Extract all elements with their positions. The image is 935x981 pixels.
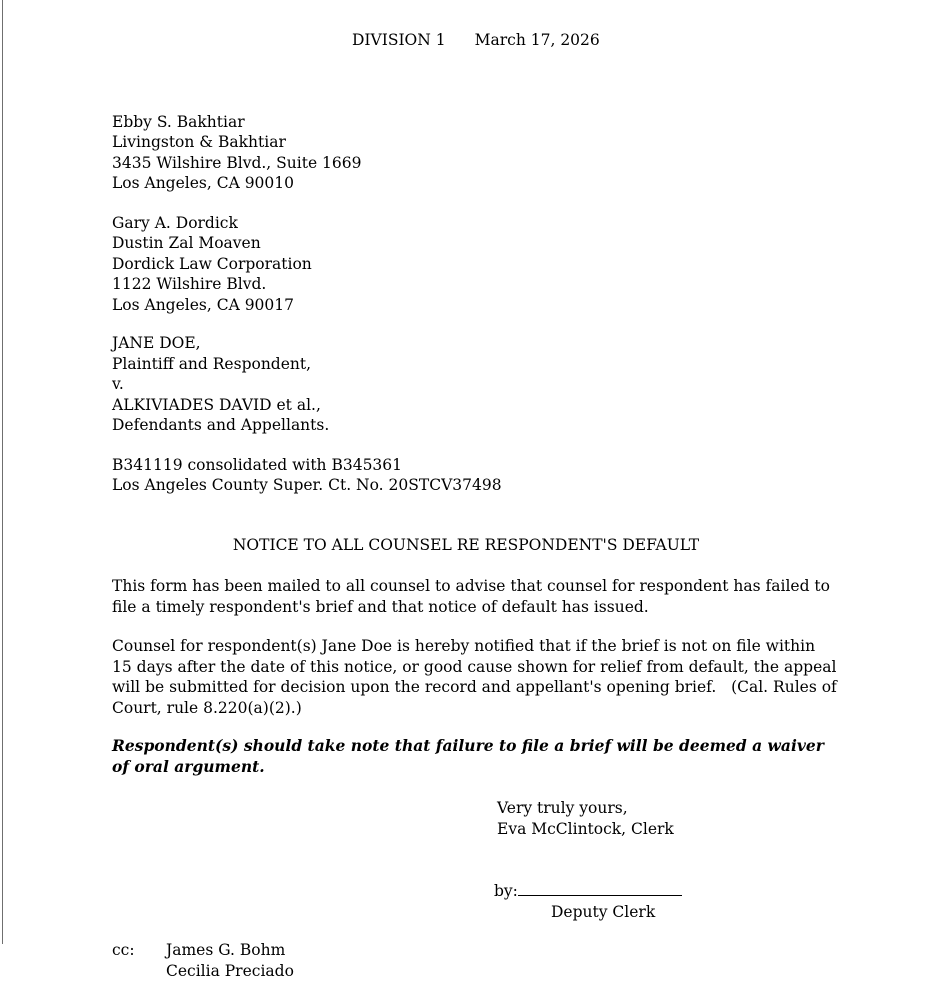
defendant-name: ALKIVIADES DAVID et al., xyxy=(112,395,820,416)
paragraph-line: of oral argument. xyxy=(112,757,820,778)
paragraph-line: This form has been mailed to all counsel to advise that counsel for respondent has failed to xyxy=(112,576,820,597)
recipient-address-block-2 xyxy=(112,213,820,316)
notice-date: March 17, 2026 xyxy=(475,31,600,49)
page-left-edge-line xyxy=(2,0,3,944)
paragraph-line: Court, rule 8.220(a)(2).) xyxy=(112,698,820,719)
appellate-case-number: B341119 consolidated with B345361 xyxy=(112,455,820,476)
paragraph-line: 15 days after the date of this notice, or good cause shown for relief from default, the appeal xyxy=(112,657,820,678)
recipient-address-block-1 xyxy=(112,112,820,194)
recipient-name: Dustin Zal Moaven xyxy=(112,233,820,254)
by-label: by: xyxy=(494,882,518,900)
cc-name: James G. Bohm xyxy=(166,940,294,961)
superior-court-case-number: Los Angeles County Super. Ct. No. 20STCV37498 xyxy=(112,475,820,496)
document-header xyxy=(112,9,820,71)
signature-closing: Very truly yours, xyxy=(497,798,820,819)
body-paragraph-2 xyxy=(112,636,820,718)
cc-name: Cecilia Preciado xyxy=(166,961,294,981)
notice-emphasis-paragraph xyxy=(112,736,820,777)
plaintiff-role: Plaintiff and Respondent, xyxy=(112,354,820,375)
cc-names xyxy=(166,940,294,981)
versus-label: v. xyxy=(112,374,820,395)
recipient-firm: Livingston & Bakhtiar xyxy=(112,132,820,153)
by-line xyxy=(494,881,820,902)
cc-block xyxy=(112,940,820,981)
deputy-signature-block xyxy=(494,881,820,922)
recipient-firm: Dordick Law Corporation xyxy=(112,254,820,275)
plaintiff-name: JANE DOE, xyxy=(112,333,820,354)
recipient-name: Gary A. Dordick xyxy=(112,213,820,234)
body-paragraph-1 xyxy=(112,576,820,617)
clerk-name: Eva McClintock, Clerk xyxy=(497,819,820,840)
cc-label: cc: xyxy=(112,940,166,981)
paragraph-line: Respondent(s) should take note that failure to file a brief will be deemed a waiver xyxy=(112,736,820,757)
signature-block xyxy=(497,798,820,839)
recipient-street: 3435 Wilshire Blvd., Suite 1669 xyxy=(112,153,820,174)
division-label: DIVISION 1 xyxy=(352,31,446,49)
deputy-clerk-label: Deputy Clerk xyxy=(551,902,820,923)
recipient-street: 1122 Wilshire Blvd. xyxy=(112,274,820,295)
recipient-city: Los Angeles, CA 90017 xyxy=(112,295,820,316)
case-numbers xyxy=(112,455,820,496)
paragraph-line: Counsel for respondent(s) Jane Doe is hereby notified that if the brief is not on file within xyxy=(112,636,820,657)
notice-title: NOTICE TO ALL COUNSEL RE RESPONDENT'S DEFAULT xyxy=(112,535,820,556)
case-caption xyxy=(112,333,820,436)
defendant-role: Defendants and Appellants. xyxy=(112,415,820,436)
paragraph-line: will be submitted for decision upon the record and appellant's opening brief. (Cal. Rules of xyxy=(112,677,820,698)
recipient-name: Ebby S. Bakhtiar xyxy=(112,112,820,133)
paragraph-line: file a timely respondent's brief and that notice of default has issued. xyxy=(112,597,820,618)
recipient-city: Los Angeles, CA 90010 xyxy=(112,173,820,194)
signature-underline xyxy=(518,881,682,896)
